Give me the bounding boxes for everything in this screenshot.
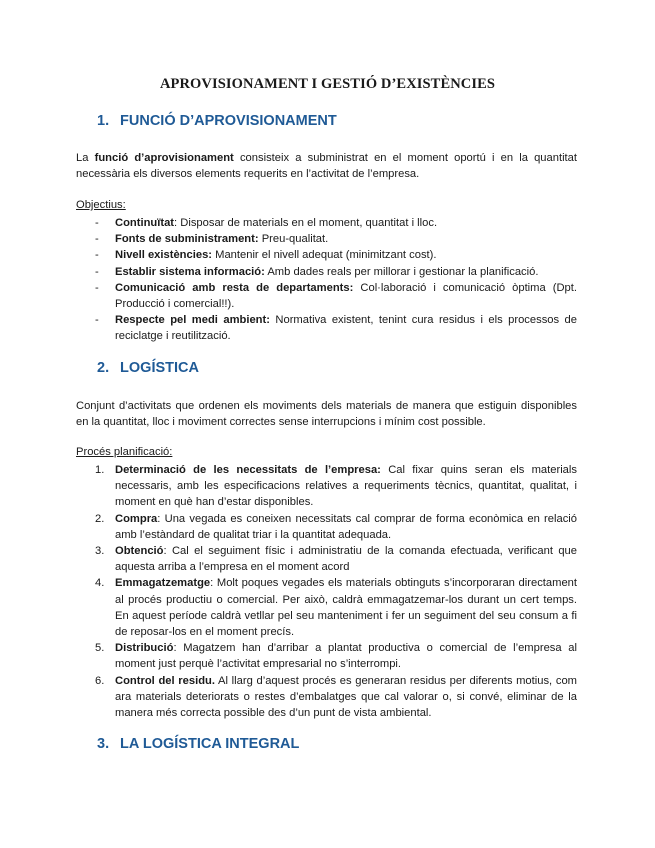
bullet-dash: - [95,281,99,294]
objective-text: Normativa existent, tenint cura residus i els processos de reciclatge i reutilització. [115,314,577,343]
process-step [95,575,577,640]
objectives-label: Objectius: [76,199,126,211]
section-2-heading [97,360,199,376]
step-title: Control del residu. [115,674,215,687]
step-text: : Una vegada es coneixen necessitats cal comprar de forma econòmica en relació amb l’estàndard de qualitat triar i la quantitat adequada. [115,512,577,541]
section-1-intro [76,150,577,182]
bullet-dash: - [95,233,99,246]
process-step [95,462,577,511]
bullet-dash: - [95,265,99,278]
objective-item [95,247,577,263]
bullet-dash: - [95,217,99,229]
section-2-title: LOGÍSTICA [120,360,199,376]
objective-item [95,312,577,344]
objective-title: Comunicació amb resta de departaments: [115,281,354,294]
objectives-list [95,215,577,345]
objective-title: Nivell existències: [115,249,213,262]
section-3-heading [97,736,299,752]
step-title: Distribució [115,642,174,655]
bullet-dash: - [95,249,99,262]
section-1-number: 1. [97,113,110,129]
process-label: Procés planificació: [76,446,173,458]
step-title: Compra [115,512,158,525]
intro-text-post: consisteix a subministrat en el moment oportú i en la quantitat necessària els diversos elements requerits en l’activitat de l’empresa. [76,152,577,181]
process-steps-list [95,462,577,721]
step-number: 4. [95,577,105,590]
section-2-intro: Conjunt d’activitats que ordenen els moviments dels materials de manera que estiguin disponibles en la quantitat, lloc i moviment correctes sense interrupcions i mínim cost possible. [76,400,577,429]
objective-text: Preu-qualitat. [258,233,329,246]
section-1-heading [97,113,337,129]
step-text: : Magatzem han d’arribar a plantat productiva o comercial de l’empresa al moment just perquè l’activitat empresarial no s’interrompi. [115,642,577,671]
section-3-title: LA LOGÍSTICA INTEGRAL [120,736,300,752]
step-number: 2. [95,512,105,525]
objective-text: Col·laboració i comunicació òptima (Dpt. Producció i comercial!!). [115,281,577,311]
objective-title: Continuïtat [115,217,175,229]
objective-item [95,280,577,312]
step-number: 6. [95,674,105,687]
objective-item [95,264,577,280]
objective-title: Respecte pel medi ambient: [115,314,270,327]
step-text: Cal fixar quins seran els materials necessaris, amb les especificacions relatives a requeriments tècnics, quantitat, qualitat, i moment en què han d’estar disponibles. [115,464,577,509]
step-title: Emmagatzematge [115,577,211,590]
section-2-number: 2. [97,360,110,376]
objective-text: : Disposar de materials en el moment, quantitat i lloc. [174,217,438,229]
step-title: Obtenció [115,545,164,558]
step-text: Al llarg d’aquest procés es generaran residus per diferents motius, com ara materials deteriorats o restes d’embalatges que cal valorar o, si convé, eliminar de la manera més correcta possible des d’un punt de vista ambiental. [115,674,577,720]
section-1-title: FUNCIÓ D’APROVISIONAMENT [120,113,337,129]
process-step [95,511,577,543]
intro-text-pre: La [76,152,95,164]
process-step [95,543,577,575]
objective-title: Establir sistema informació: [115,265,265,278]
objective-text: Mantenir el nivell adequat (minimitzant cost). [212,249,437,262]
objective-item [95,215,577,231]
objective-item [95,231,577,247]
objective-title: Fonts de subministrament: [115,233,259,246]
step-text: : Molt poques vegades els materials obtinguts s’incorporaran directament al procés productiu o comercial. Per això, caldrà emmagatzemar-los durant un cert temps. En aquest període caldrà vetllar pel seu manteniment i fer un seguiment del seu consum a fi de reposar-los en el moment precís. [115,577,577,639]
process-step [95,640,577,672]
step-number: 3. [95,545,105,558]
step-number: 5. [95,642,105,655]
section-3-number: 3. [97,736,110,752]
document-title: APROVISIONAMENT I GESTIÓ D’EXISTÈNCIES [159,76,496,92]
step-number: 1. [95,464,105,476]
objective-text: Amb dades reals per millorar i gestionar la planificació. [264,265,539,278]
step-title: Determinació de les necessitats de l’empresa: [115,464,381,476]
step-text: : Cal el seguiment físic i administratiu de la comanda efectuada, verificant que aquesta arriba a l’empresa en el moment acord [115,545,577,574]
bullet-dash: - [95,314,99,327]
intro-text-bold: funció d’aprovisionament [94,152,234,164]
process-step [95,673,577,722]
